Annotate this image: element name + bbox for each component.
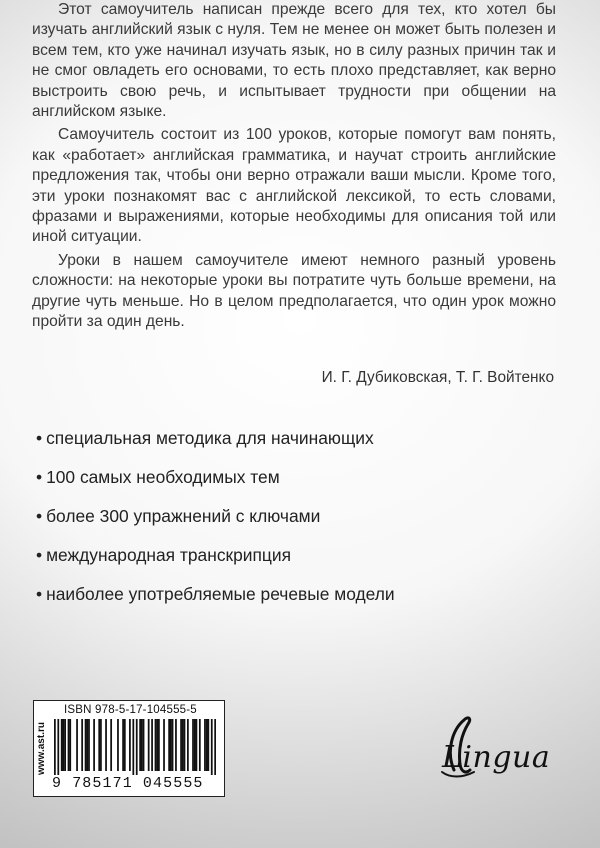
barcode-bar: [63, 719, 65, 771]
feature-item: [36, 423, 395, 462]
barcode-bar: [129, 719, 131, 771]
bullet: •: [36, 428, 43, 448]
barcode-bar: [151, 719, 153, 771]
bullet: •: [36, 506, 43, 526]
barcode-bar: [170, 719, 172, 771]
barcode-bar: [76, 719, 78, 771]
barcode-bar: [139, 719, 141, 771]
feature-item: [36, 462, 395, 501]
feature-item: [36, 540, 395, 579]
intro-paragraph-3: Уроки в нашем самоучителе имеют немного разный уровень сложности: на некоторые уроки вы потратите чуть больше времени, на другие чуть меньше. Но в целом предполагается, что один урок можно пройти за один день.: [32, 251, 556, 331]
publisher-website: www.ast.ru: [36, 722, 47, 776]
barcode: [54, 719, 216, 775]
barcode-bar: [206, 719, 208, 771]
barcode-bar: [85, 719, 87, 771]
feature-text: более 300 упражнений с ключами: [46, 506, 321, 526]
barcode-bar: [105, 719, 107, 771]
barcode-bar: [88, 719, 90, 771]
barcode-bar: [211, 719, 213, 775]
barcode-digits: 9 785171 045555: [52, 775, 204, 792]
barcode-bar: [132, 719, 134, 775]
barcode-bar: [194, 719, 196, 771]
intro-paragraph-2: Самоучитель состоит из 100 уроков, которые помогут вам понять, как «работает» английская грамматика, и научат строить английские предложения так, чтобы они верно отражали ваши мысли. Кроме того, эти уроки познакомят вас с английской лексикой, то есть словами, фразами и выражениями, которые необходимы для описания той или иной ситуации.: [32, 126, 556, 246]
barcode-bar: [141, 719, 143, 771]
barcode-bar: [122, 719, 124, 771]
barcode-bar: [68, 719, 70, 771]
barcode-bar: [172, 719, 174, 771]
barcode-bar: [196, 719, 198, 771]
isbn-label: ISBN 978-5-17-104555-5: [64, 704, 197, 716]
barcode-bar: [156, 719, 158, 771]
barcode-bar: [61, 719, 63, 771]
barcode-bar: [148, 719, 150, 771]
barcode-bar: [93, 719, 95, 771]
authors: И. Г. Дубиковская, Т. Г. Войтенко: [321, 369, 554, 386]
barcode-bar: [143, 719, 145, 771]
barcode-bar: [180, 719, 182, 771]
barcode-bar: [192, 719, 194, 771]
barcode-bar: [163, 719, 165, 771]
barcode-bar: [158, 719, 160, 771]
barcode-bar: [136, 719, 138, 775]
bullet: •: [36, 467, 43, 487]
feature-text: наиболее употребляемые речевые модели: [46, 584, 395, 604]
barcode-bar: [110, 719, 112, 771]
feature-text: 100 самых необходимых тем: [46, 467, 280, 487]
feature-item: [36, 501, 395, 540]
logo-text: Lingua: [442, 740, 551, 775]
barcode-bar: [124, 719, 126, 771]
feature-list: [36, 423, 395, 618]
barcode-bar: [54, 719, 56, 775]
barcode-bar: [199, 719, 201, 771]
barcode-bar: [100, 719, 102, 771]
barcode-bar: [214, 719, 216, 775]
intro-text: [32, 0, 556, 333]
barcode-bar: [184, 719, 186, 771]
barcode-bar: [155, 719, 157, 771]
barcode-bar: [64, 719, 66, 771]
barcode-bar: [182, 719, 184, 771]
barcode-bar: [81, 719, 83, 771]
intro-paragraph-1: Этот самоучитель написан прежде всего для тех, кто хотел бы изучать английский язык с нуля. Тем не менее он может быть полезен и всем тем, кто уже начинал изучать язык, но в силу разных причин так и не смог овладеть его основами, то есть плохо представляет, как верно выстроить свою речь, и испытывает трудности при общении на английском языке.: [32, 1, 556, 121]
barcode-bar: [175, 719, 177, 771]
feature-item: [36, 579, 395, 618]
bullet: •: [36, 545, 43, 565]
bullet: •: [36, 584, 43, 604]
barcode-bar: [86, 719, 88, 771]
barcode-bar: [207, 719, 209, 771]
barcode-bar: [57, 719, 59, 775]
barcode-bar: [168, 719, 170, 771]
barcode-bar: [98, 719, 100, 771]
feature-text: специальная методика для начинающих: [46, 428, 374, 448]
barcode-bar: [69, 719, 71, 771]
barcode-bar: [117, 719, 119, 771]
barcode-bar: [204, 719, 206, 771]
feature-text: международная транскрипция: [46, 545, 292, 565]
isbn-barcode-block: [33, 700, 225, 797]
barcode-bar: [187, 719, 189, 771]
